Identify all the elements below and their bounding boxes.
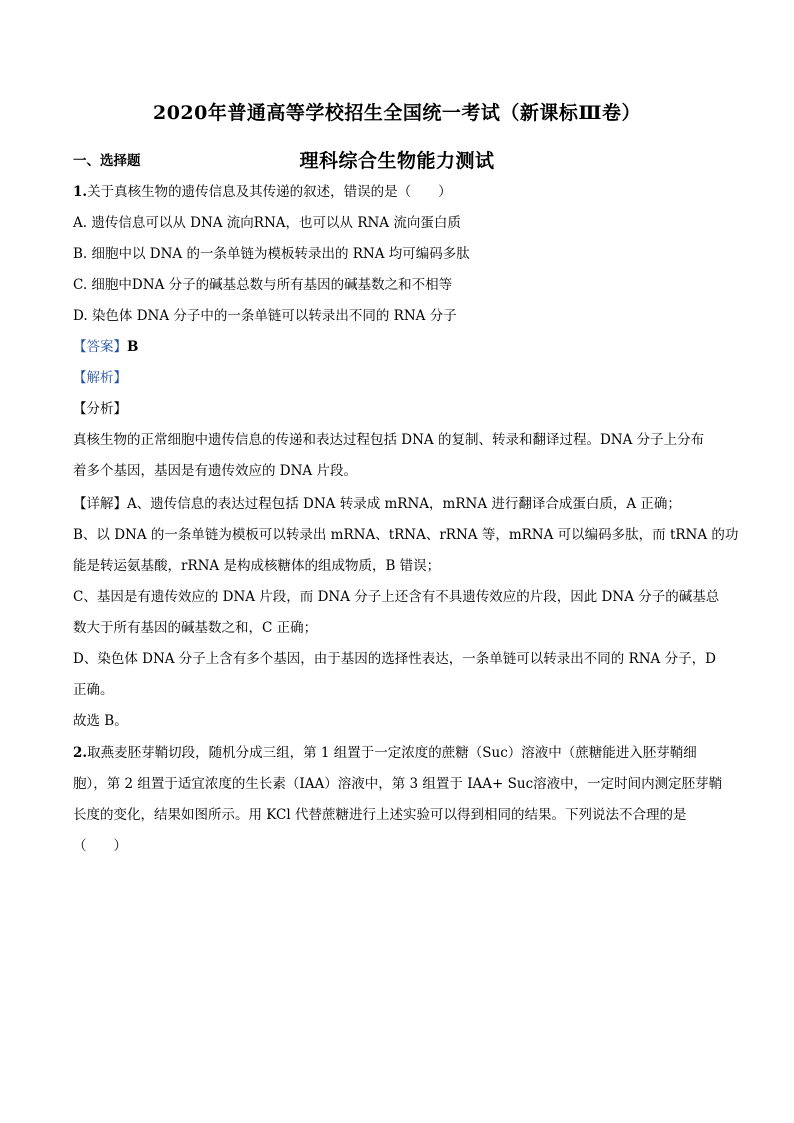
- detail-line-8: 故选 B。: [73, 713, 128, 729]
- fenxi-tag: 【分析】: [73, 401, 127, 417]
- answer-line: [73, 338, 723, 356]
- fenxi-line-1: 真核生物的正常细胞中遗传信息的传递和表达过程包括 DNA 的复制、转录和翻译过程。DNA 分子上分布: [73, 432, 705, 448]
- detail-line-4: C、基因是有遗传效应的 DNA 片段，而 DNA 分子上还含有不具遗传效应的片段，因此 DNA 分子的碱基总: [73, 589, 720, 605]
- question-number: 2.: [73, 745, 88, 761]
- detail-line-2: B、以 DNA 的一条单链为模板可以转录出 mRNA、tRNA、rRNA 等，mRNA 可以编码多肽，而 tRNA 的功: [73, 527, 739, 543]
- detail-tag: 【详解】: [73, 496, 127, 512]
- question-2-line-4: （ ）: [73, 838, 127, 854]
- detail-line-7: 正确。: [73, 682, 114, 698]
- answer-tag: 【答案】: [73, 339, 127, 355]
- question-2-line-1: [73, 744, 723, 762]
- option-b: B. 细胞中以 DNA 的一条单链为模板转录出的 RNA 均可编码多肽: [73, 246, 470, 262]
- detail-line-3: 能是转运氨基酸，rRNA 是构成核糖体的组成物质，B 错误；: [73, 558, 441, 574]
- analysis-tag: 【解析】: [73, 370, 127, 386]
- question-2-line-2: 胞），第 2 组置于适宜浓度的生长素（IAA）溶液中，第 3 组置于 IAA+ Suc溶液中，一定时间内测定胚芽鞘: [73, 776, 723, 792]
- question-number: 1.: [73, 184, 88, 200]
- exam-subtitle: 理科综合生物能力测试: [299, 150, 495, 172]
- detail-line-6: D、染色体 DNA 分子上含有多个基因，由于基因的选择性表达，一条单链可以转录出不同的 RNA 分子，D: [73, 651, 716, 667]
- section-heading: 一、选择题: [73, 153, 141, 169]
- exam-title: 2020年普通高等学校招生全国统一考试（新课标Ⅲ卷）: [152, 102, 642, 124]
- answer-value: B: [127, 339, 139, 355]
- option-d: D. 染色体 DNA 分子中的一条单链可以转录出不同的 RNA 分子: [73, 308, 457, 324]
- option-a: A. 遗传信息可以从 DNA 流向RNA，也可以从 RNA 流向蛋白质: [73, 215, 461, 231]
- detail-text: A、遗传信息的表达过程包括 DNA 转录成 mRNA，mRNA 进行翻译合成蛋白质，A 正确；: [127, 496, 681, 512]
- fenxi-line-2: 着多个基因，基因是有遗传效应的 DNA 片段。: [73, 463, 357, 479]
- question-text: 关于真核生物的遗传信息及其传递的叙述，错误的是（ ）: [87, 184, 452, 200]
- option-c: C. 细胞中DNA 分子的碱基总数与所有基因的碱基数之和不相等: [73, 277, 453, 293]
- detail-line-1: [73, 495, 723, 513]
- question-text: 取燕麦胚芽鞘切段，随机分成三组，第 1 组置于一定浓度的蔗糖（Suc）溶液中（蔗糖能进入胚芽鞘细: [87, 745, 697, 761]
- question-2-line-3: 长度的变化，结果如图所示。用 KCl 代替蔗糖进行上述实验可以得到相同的结果。下列说法不合理的是: [73, 807, 687, 823]
- question-1-stem: [73, 183, 723, 201]
- detail-line-5: 数大于所有基因的碱基数之和，C 正确；: [73, 620, 318, 636]
